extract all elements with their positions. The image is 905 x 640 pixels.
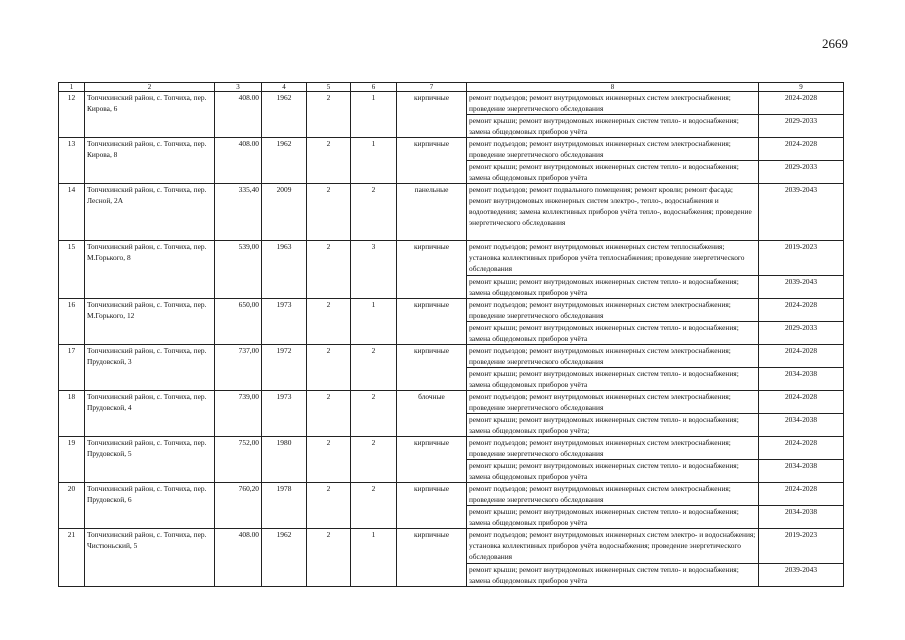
- entry-area: 539,00: [215, 241, 262, 299]
- entry-address: Топчихинский район, с. Топчиха, пер. Лесной, 2А: [85, 184, 215, 241]
- table-row: [59, 299, 844, 322]
- page-number: 2669: [822, 36, 848, 51]
- entry-wall-material: кирпичные: [397, 529, 467, 587]
- entry-number: 17: [59, 345, 85, 391]
- entry-year: 1963: [262, 241, 307, 299]
- work-period: 2024-2028: [759, 345, 844, 368]
- table-row: [59, 483, 844, 506]
- entry-entrances: 1: [351, 138, 397, 184]
- entry-wall-material: кирпичные: [397, 138, 467, 184]
- work-period: 2024-2028: [759, 138, 844, 161]
- entry-entrances: 2: [351, 437, 397, 483]
- entry-address: Топчихинский район, с. Топчиха, пер. Кирова, 8: [85, 138, 215, 184]
- entry-entrances: 2: [351, 345, 397, 391]
- entry-address: Топчихинский район, с. Топчиха, пер. Прудовской, 6: [85, 483, 215, 529]
- entry-area: 752,00: [215, 437, 262, 483]
- table-row: [59, 138, 844, 161]
- table-row: [59, 184, 844, 241]
- work-period: 2034-2038: [759, 414, 844, 437]
- work-description: ремонт подъездов; ремонт внутридомовых инженерных систем электроснабжения; проведение энергетического обследования: [467, 299, 759, 322]
- entry-wall-material: кирпичные: [397, 299, 467, 345]
- work-description: ремонт крыши; ремонт внутридомовых инженерных систем тепло- и водоснабжения; замена общедомовых приборов учёта: [467, 506, 759, 529]
- entry-number: 16: [59, 299, 85, 345]
- header-cell: 3: [215, 83, 262, 92]
- work-description: ремонт крыши; ремонт внутридомовых инженерных систем тепло- и водоснабжения; замена общедомовых приборов учёта: [467, 564, 759, 587]
- entry-year: 1980: [262, 437, 307, 483]
- work-description: ремонт подъездов; ремонт внутридомовых инженерных систем электроснабжения; проведение энергетического обследования: [467, 138, 759, 161]
- entry-year: 2009: [262, 184, 307, 241]
- entry-number: 20: [59, 483, 85, 529]
- entry-year: 1962: [262, 92, 307, 138]
- entry-entrances: 1: [351, 92, 397, 138]
- entry-year: 1978: [262, 483, 307, 529]
- entry-wall-material: кирпичные: [397, 92, 467, 138]
- work-description: ремонт подъездов; ремонт внутридомовых инженерных систем электро- и водоснабжения; установка коллективных приборов учёта водоснабжения; проведение энергетического обследования: [467, 529, 759, 564]
- entry-number: 15: [59, 241, 85, 299]
- entry-area: 650,00: [215, 299, 262, 345]
- table-row: [59, 437, 844, 460]
- entry-entrances: 1: [351, 529, 397, 587]
- work-description: ремонт крыши; ремонт внутридомовых инженерных систем тепло- и водоснабжения; замена общедомовых приборов учёта: [467, 322, 759, 345]
- work-description: ремонт крыши; ремонт внутридомовых инженерных систем тепло- и водоснабжения; замена общедомовых приборов учёта: [467, 115, 759, 138]
- work-period: 2019-2023: [759, 529, 844, 564]
- header-cell: 4: [262, 83, 307, 92]
- entry-wall-material: панельные: [397, 184, 467, 241]
- entry-floors: 2: [307, 529, 351, 587]
- entry-entrances: 2: [351, 184, 397, 241]
- entry-area: 737,00: [215, 345, 262, 391]
- entry-number: 19: [59, 437, 85, 483]
- entry-number: 13: [59, 138, 85, 184]
- entry-area: 760,20: [215, 483, 262, 529]
- entry-wall-material: кирпичные: [397, 345, 467, 391]
- entry-area: 408.00: [215, 529, 262, 587]
- entry-floors: 2: [307, 345, 351, 391]
- work-period: 2039-2043: [759, 184, 844, 241]
- work-period: 2034-2038: [759, 506, 844, 529]
- entry-entrances: 2: [351, 483, 397, 529]
- entry-floors: 2: [307, 437, 351, 483]
- entry-entrances: 2: [351, 391, 397, 437]
- entry-area: 739,00: [215, 391, 262, 437]
- header-cell: 5: [307, 83, 351, 92]
- table-row: [59, 92, 844, 115]
- header-cell: 1: [59, 83, 85, 92]
- work-description: ремонт подъездов; ремонт внутридомовых инженерных систем теплоснабжения; установка коллективных приборов учёта теплоснабжения; проведение энергетического обследования: [467, 241, 759, 276]
- entry-address: Топчихинский район, с. Топчиха, пер. М.Горького, 8: [85, 241, 215, 299]
- table-body: [59, 83, 844, 587]
- entry-number: 14: [59, 184, 85, 241]
- work-description: ремонт крыши; ремонт внутридомовых инженерных систем тепло- и водоснабжения; замена общедомовых приборов учёта;: [467, 414, 759, 437]
- header-cell: 8: [467, 83, 759, 92]
- header-cell: 6: [351, 83, 397, 92]
- work-period: 2024-2028: [759, 483, 844, 506]
- work-period: 2019-2023: [759, 241, 844, 276]
- entry-entrances: 1: [351, 299, 397, 345]
- entry-number: 12: [59, 92, 85, 138]
- entry-address: Топчихинский район, с. Топчиха, пер. Чистюньский, 5: [85, 529, 215, 587]
- entry-floors: 2: [307, 299, 351, 345]
- table-row: [59, 345, 844, 368]
- entry-wall-material: кирпичные: [397, 241, 467, 299]
- entry-wall-material: блочные: [397, 391, 467, 437]
- table-row: [59, 391, 844, 414]
- entry-address: Топчихинский район, с. Топчиха, пер. Прудовской, 4: [85, 391, 215, 437]
- work-period: 2034-2038: [759, 460, 844, 483]
- work-period: 2024-2028: [759, 299, 844, 322]
- entry-address: Топчихинский район, с. Топчиха, пер. М.Горького, 12: [85, 299, 215, 345]
- entry-year: 1962: [262, 138, 307, 184]
- work-description: ремонт крыши; ремонт внутридомовых инженерных систем тепло- и водоснабжения; замена общедомовых приборов учёта: [467, 460, 759, 483]
- column-number-row: [59, 83, 844, 92]
- entry-floors: 2: [307, 391, 351, 437]
- entry-wall-material: кирпичные: [397, 437, 467, 483]
- entry-year: 1973: [262, 391, 307, 437]
- entry-year: 1973: [262, 299, 307, 345]
- work-period: 2029-2033: [759, 115, 844, 138]
- work-period: 2024-2028: [759, 391, 844, 414]
- table-row: [59, 241, 844, 276]
- work-description: ремонт крыши; ремонт внутридомовых инженерных систем тепло- и водоснабжения; замена общедомовых приборов учёта: [467, 161, 759, 184]
- entry-number: 21: [59, 529, 85, 587]
- work-description: ремонт подъездов; ремонт внутридомовых инженерных систем электроснабжения; проведение энергетического обследования: [467, 345, 759, 368]
- work-description: ремонт подъездов; ремонт внутридомовых инженерных систем электроснабжения; проведение энергетического обследования: [467, 391, 759, 414]
- work-description: ремонт подъездов; ремонт внутридомовых инженерных систем электроснабжения; проведение энергетического обследования: [467, 483, 759, 506]
- work-description: ремонт подъездов; ремонт внутридомовых инженерных систем электроснабжения; проведение энергетического обследования: [467, 437, 759, 460]
- table-row: [59, 529, 844, 564]
- entry-number: 18: [59, 391, 85, 437]
- entry-year: 1972: [262, 345, 307, 391]
- work-description: ремонт подъездов; ремонт подвального помещения; ремонт кровли; ремонт фасада; ремонт внутридомовых инженерных систем электро-, тепло-, водоснабжения и водоотведения; замена коллективных приборов учёта тепло-, водоснабжения; проведение энергетического обследования: [467, 184, 759, 241]
- entry-floors: 2: [307, 92, 351, 138]
- work-description: ремонт крыши; ремонт внутридомовых инженерных систем тепло- и водоснабжения; замена общедомовых приборов учёта: [467, 276, 759, 299]
- entry-floors: 2: [307, 138, 351, 184]
- entry-address: Топчихинский район, с. Топчиха, пер. Прудовской, 5: [85, 437, 215, 483]
- work-period: 2024-2028: [759, 437, 844, 460]
- work-description: ремонт подъездов; ремонт внутридомовых инженерных систем электроснабжения; проведение энергетического обследования: [467, 92, 759, 115]
- entry-area: 408.00: [215, 138, 262, 184]
- entry-entrances: 3: [351, 241, 397, 299]
- work-description: ремонт крыши; ремонт внутридомовых инженерных систем тепло- и водоснабжения; замена общедомовых приборов учёта: [467, 368, 759, 391]
- entry-area: 335,40: [215, 184, 262, 241]
- entry-year: 1962: [262, 529, 307, 587]
- work-period: 2039-2043: [759, 276, 844, 299]
- entry-floors: 2: [307, 483, 351, 529]
- header-cell: 9: [759, 83, 844, 92]
- work-period: 2039-2043: [759, 564, 844, 587]
- header-cell: 7: [397, 83, 467, 92]
- entry-wall-material: кирпичные: [397, 483, 467, 529]
- work-period: 2034-2038: [759, 368, 844, 391]
- header-cell: 2: [85, 83, 215, 92]
- entry-floors: 2: [307, 184, 351, 241]
- work-period: 2029-2033: [759, 322, 844, 345]
- entry-address: Топчихинский район, с. Топчиха, пер. Прудовской, 3: [85, 345, 215, 391]
- work-period: 2029-2033: [759, 161, 844, 184]
- housing-repair-table: [58, 82, 844, 587]
- entry-address: Топчихинский район, с. Топчиха, пер. Кирова, 6: [85, 92, 215, 138]
- entry-area: 408.00: [215, 92, 262, 138]
- entry-floors: 2: [307, 241, 351, 299]
- work-period: 2024-2028: [759, 92, 844, 115]
